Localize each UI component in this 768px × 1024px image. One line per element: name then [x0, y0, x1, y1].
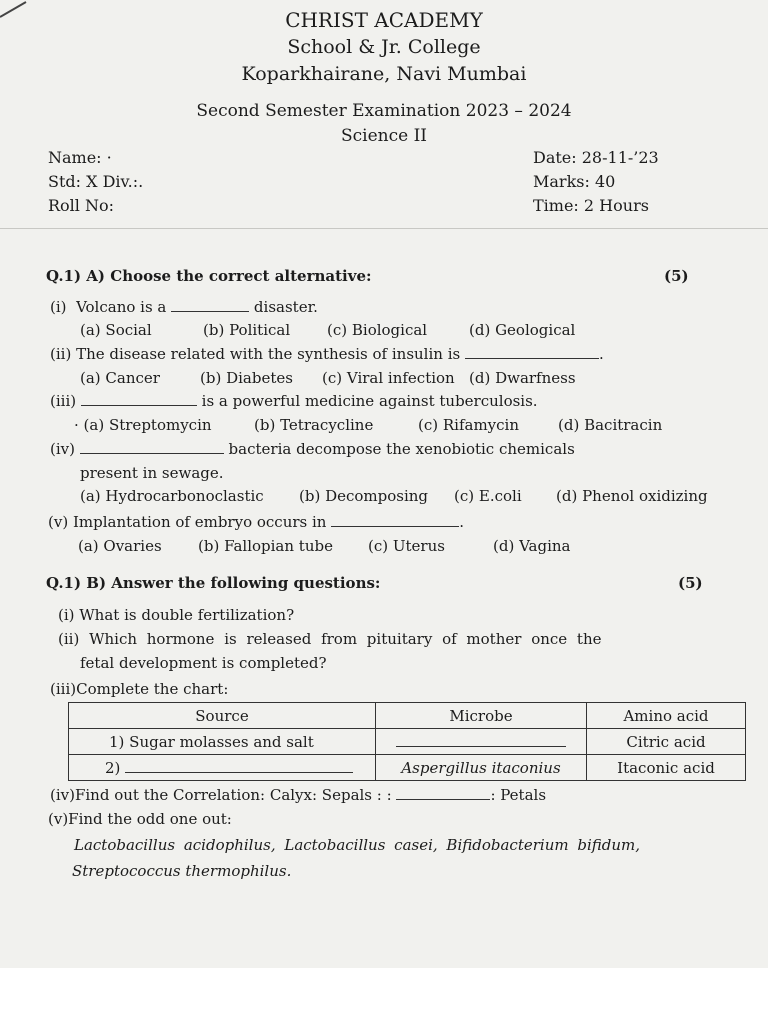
question-line: (ii) Which hormone is released from pituitary of mother once the — [58, 630, 602, 648]
question-line: (ii) The disease related with the synthesis of insulin is . — [50, 345, 604, 363]
table-row — [69, 729, 746, 755]
option: (a) Hydrocarbonoclastic — [80, 487, 264, 505]
option: (a) Social — [80, 321, 152, 339]
organism-list-continuation: Streptococcus thermophilus. — [72, 862, 292, 880]
q1b-marks: (5) — [678, 574, 703, 592]
option: (b) Diabetes — [200, 369, 293, 387]
time-field: Time: 2 Hours — [533, 196, 649, 215]
question-line: (v)Find the odd one out: — [48, 810, 232, 828]
q1b-heading: Q.1) B) Answer the following questions: — [46, 574, 381, 592]
question-line: (iv) bacteria decompose the xenobiotic chemicals — [50, 440, 575, 458]
option: (b) Tetracycline — [254, 416, 374, 434]
chart-table — [68, 702, 746, 781]
option: (d) Phenol oxidizing — [556, 487, 708, 505]
option: (a) Cancer — [80, 369, 160, 387]
date-field: Date: 28-11-’23 — [533, 148, 659, 167]
option: (c) Viral infection — [322, 369, 455, 387]
table-cell: Citric acid — [587, 729, 746, 755]
option: · (a) Streptomycin — [74, 416, 212, 434]
table-row — [69, 755, 746, 781]
option: (d) Vagina — [493, 537, 571, 555]
exam-title: Second Semester Examination 2023 – 2024 — [196, 101, 572, 121]
table-row — [69, 703, 746, 729]
option: (b) Fallopian tube — [198, 537, 333, 555]
option: (c) Uterus — [368, 537, 445, 555]
school-location: Koparkhairane, Navi Mumbai — [241, 63, 527, 85]
table-header: Source — [69, 703, 376, 729]
option: (a) Ovaries — [78, 537, 162, 555]
q1a-heading: Q.1) A) Choose the correct alternative: — [46, 267, 372, 285]
organism-list: Lactobacillus acidophilus, Lactobacillus casei, Bifidobacterium bifidum, — [74, 836, 641, 854]
table-cell: Aspergillus itaconius — [376, 755, 587, 781]
marks-field: Marks: 40 — [533, 172, 616, 191]
table-cell: 2) — [69, 755, 376, 781]
table-cell: 1) Sugar molasses and salt — [69, 729, 376, 755]
answer-blank — [376, 729, 587, 755]
option: (d) Dwarfness — [469, 369, 576, 387]
question-line: (iii) is a powerful medicine against tuberculosis. — [50, 392, 538, 410]
option: (c) Biological — [327, 321, 428, 339]
q1a-marks: (5) — [664, 267, 689, 285]
question-line: (i) Volcano is a disaster. — [50, 298, 318, 316]
question-line: (i) What is double fertilization? — [58, 606, 295, 624]
option: (c) E.coli — [454, 487, 522, 505]
option: (d) Bacitracin — [558, 416, 663, 434]
table-cell: Itaconic acid — [587, 755, 746, 781]
header-divider — [0, 228, 768, 229]
school-name: CHRIST ACADEMY — [285, 8, 483, 32]
option: (c) Rifamycin — [418, 416, 520, 434]
table-header: Microbe — [376, 703, 587, 729]
question-continuation: present in sewage. — [80, 464, 224, 482]
roll-field: Roll No: — [48, 196, 115, 215]
option: (b) Decomposing — [299, 487, 429, 505]
option: (b) Political — [203, 321, 291, 339]
option: (d) Geological — [469, 321, 576, 339]
question-line: (iv)Find out the Correlation: Calyx: Sepals : : : Petals — [50, 786, 547, 804]
std-field: Std: X Div.:. — [48, 172, 144, 191]
college-name: School & Jr. College — [287, 36, 481, 58]
question-line: (v) Implantation of embryo occurs in . — [48, 513, 465, 531]
name-field: Name: · — [48, 148, 112, 167]
question-continuation: fetal development is completed? — [80, 654, 327, 672]
question-line: (iii)Complete the chart: — [50, 680, 229, 698]
table-header: Amino acid — [587, 703, 746, 729]
subject-title: Science II — [340, 126, 428, 146]
